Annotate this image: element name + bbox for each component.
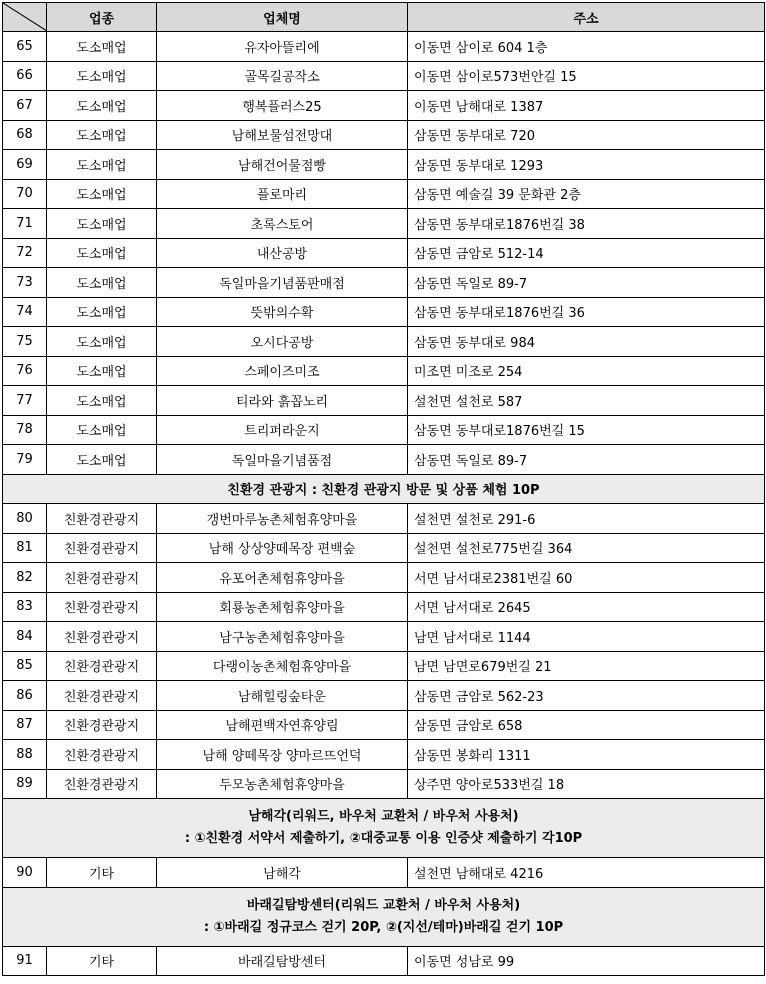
row-address: 이동면 남해대로 1387 (408, 91, 765, 121)
row-category: 도소매업 (47, 327, 157, 357)
row-business-name: 유자아뜰리에 (157, 32, 408, 62)
baraegil-section (3, 887, 765, 976)
row-address: 삼동면 동부대로 984 (408, 327, 765, 357)
row-address: 삼동면 동부대로 720 (408, 120, 765, 150)
row-address: 서면 남서대로 2645 (408, 592, 765, 622)
row-business-name: 두모농촌체험휴양마을 (157, 769, 408, 799)
row-number: 74 (3, 297, 47, 327)
table-row (3, 710, 765, 740)
row-business-name: 독일마을기념품판매점 (157, 268, 408, 298)
row-business-name: 갱번마루농촌체험휴양마을 (157, 504, 408, 534)
row-category: 도소매업 (47, 209, 157, 239)
row-address: 삼동면 금암로 562-23 (408, 681, 765, 711)
row-address: 상주면 양아로533번길 18 (408, 769, 765, 799)
row-business-name: 독일마을기념품점 (157, 445, 408, 475)
row-business-name: 뜻밖의수확 (157, 297, 408, 327)
section-baraegil-line1: 바래길탐방센터(리워드 교환처 / 바우처 사용처) (246, 897, 521, 913)
row-address: 삼동면 동부대로1876번길 36 (408, 297, 765, 327)
row-business-name: 남해편백자연휴양림 (157, 710, 408, 740)
table-row (3, 681, 765, 711)
row-category: 도소매업 (47, 268, 157, 298)
row-number: 72 (3, 238, 47, 268)
row-number: 69 (3, 150, 47, 180)
row-address: 이동면 삼이로573번안길 15 (408, 61, 765, 91)
row-address: 삼동면 독일로 89-7 (408, 445, 765, 475)
table-row (3, 327, 765, 357)
row-category: 친환경관광지 (47, 563, 157, 593)
table-row (3, 415, 765, 445)
row-number: 91 (3, 946, 47, 976)
row-address: 미조면 미조로 254 (408, 356, 765, 386)
row-category: 도소매업 (47, 297, 157, 327)
row-business-name: 플로마리 (157, 179, 408, 209)
section-namhaegak-title (3, 799, 765, 858)
diagonal-line-icon (3, 3, 47, 31)
row-number: 89 (3, 769, 47, 799)
row-number: 90 (3, 858, 47, 888)
table-row (3, 297, 765, 327)
row-address: 이동면 삼이로 604 1층 (408, 32, 765, 62)
section-header-row (3, 474, 765, 504)
row-category: 도소매업 (47, 61, 157, 91)
row-category: 친환경관광지 (47, 622, 157, 652)
row-number: 65 (3, 32, 47, 62)
row-address: 서면 남서대로2381번길 60 (408, 563, 765, 593)
row-number: 85 (3, 651, 47, 681)
row-business-name: 내산공방 (157, 238, 408, 268)
row-business-name: 남해 상상양떼목장 편백숲 (157, 533, 408, 563)
eco-section (3, 474, 765, 504)
row-category: 도소매업 (47, 32, 157, 62)
row-category: 도소매업 (47, 415, 157, 445)
row-business-name: 오시다공방 (157, 327, 408, 357)
row-business-name: 남해건어물점빵 (157, 150, 408, 180)
row-business-name: 다랭이농촌체험휴양마을 (157, 651, 408, 681)
row-business-name: 스페이즈미조 (157, 356, 408, 386)
row-business-name: 회룡농촌체험휴양마을 (157, 592, 408, 622)
section-header-row (3, 887, 765, 946)
row-address: 남면 남서대로 1144 (408, 622, 765, 652)
header-corner-cell (3, 3, 47, 32)
row-address: 삼동면 예술길 39 문화관 2층 (408, 179, 765, 209)
row-number: 82 (3, 563, 47, 593)
row-address: 설천면 설천로 587 (408, 386, 765, 416)
row-address: 남면 남면로679번길 21 (408, 651, 765, 681)
row-address: 설천면 설천로775번길 364 (408, 533, 765, 563)
row-business-name: 초록스토어 (157, 209, 408, 239)
table-row (3, 32, 765, 62)
row-business-name: 유포어촌체험휴양마을 (157, 563, 408, 593)
row-category: 기타 (47, 946, 157, 976)
row-number: 83 (3, 592, 47, 622)
table-row (3, 179, 765, 209)
table-row (3, 445, 765, 475)
table-row (3, 592, 765, 622)
row-category: 기타 (47, 858, 157, 888)
row-number: 87 (3, 710, 47, 740)
table-row (3, 533, 765, 563)
table-row (3, 622, 765, 652)
row-number: 68 (3, 120, 47, 150)
row-number: 78 (3, 415, 47, 445)
row-category: 친환경관광지 (47, 533, 157, 563)
namhaegak-section (3, 799, 765, 888)
row-category: 도소매업 (47, 386, 157, 416)
row-number: 66 (3, 61, 47, 91)
row-number: 80 (3, 504, 47, 534)
table-row (3, 769, 765, 799)
table-row (3, 858, 765, 888)
section-baraegil-line2: : ①바래길 정규코스 걷기 20P, ②(지선/테마)바래길 걷기 10P (203, 919, 564, 935)
table-row (3, 61, 765, 91)
row-number: 79 (3, 445, 47, 475)
row-category: 도소매업 (47, 356, 157, 386)
row-category: 친환경관광지 (47, 651, 157, 681)
row-category: 도소매업 (47, 445, 157, 475)
row-business-name: 남해보물섬전망대 (157, 120, 408, 150)
business-table (2, 2, 765, 976)
row-business-name: 남해각 (157, 858, 408, 888)
row-number: 84 (3, 622, 47, 652)
header-name: 업체명 (157, 3, 408, 32)
row-business-name: 트리퍼라운지 (157, 415, 408, 445)
row-category: 친환경관광지 (47, 592, 157, 622)
table-row (3, 268, 765, 298)
table-row (3, 91, 765, 121)
row-number: 81 (3, 533, 47, 563)
row-category: 도소매업 (47, 120, 157, 150)
row-number: 77 (3, 386, 47, 416)
row-number: 86 (3, 681, 47, 711)
row-address: 삼동면 금암로 512-14 (408, 238, 765, 268)
table-row (3, 740, 765, 770)
table-row (3, 120, 765, 150)
row-address: 삼동면 금암로 658 (408, 710, 765, 740)
table-row (3, 238, 765, 268)
section-eco-title: 친환경 관광지 : 친환경 관광지 방문 및 상품 체험 10P (3, 474, 765, 504)
row-business-name: 남구농촌체험휴양마을 (157, 622, 408, 652)
row-category: 도소매업 (47, 91, 157, 121)
table-row (3, 150, 765, 180)
row-category: 친환경관광지 (47, 681, 157, 711)
row-number: 70 (3, 179, 47, 209)
row-business-name: 남해 양떼목장 양마르뜨언덕 (157, 740, 408, 770)
eco-rows (3, 504, 765, 799)
table-header-row (3, 3, 765, 32)
header-category: 업종 (47, 3, 157, 32)
row-address: 설천면 남해대로 4216 (408, 858, 765, 888)
table-row (3, 946, 765, 976)
table-row (3, 651, 765, 681)
row-business-name: 남해힐링숲타운 (157, 681, 408, 711)
header-address: 주소 (408, 3, 765, 32)
row-number: 67 (3, 91, 47, 121)
row-business-name: 바래길탐방센터 (157, 946, 408, 976)
row-address: 삼동면 동부대로 1293 (408, 150, 765, 180)
table-row (3, 386, 765, 416)
row-category: 도소매업 (47, 238, 157, 268)
row-number: 76 (3, 356, 47, 386)
row-number: 88 (3, 740, 47, 770)
row-address: 설천면 설천로 291-6 (408, 504, 765, 534)
row-category: 도소매업 (47, 179, 157, 209)
row-address: 삼동면 봉화리 1311 (408, 740, 765, 770)
row-category: 친환경관광지 (47, 504, 157, 534)
table-row (3, 356, 765, 386)
row-number: 71 (3, 209, 47, 239)
row-business-name: 티라와 흙꼽노리 (157, 386, 408, 416)
retail-rows (3, 32, 765, 475)
row-number: 73 (3, 268, 47, 298)
table-row (3, 563, 765, 593)
row-address: 삼동면 동부대로1876번길 15 (408, 415, 765, 445)
table-row (3, 209, 765, 239)
table-row (3, 504, 765, 534)
row-category: 친환경관광지 (47, 769, 157, 799)
row-address: 삼동면 동부대로1876번길 38 (408, 209, 765, 239)
row-business-name: 행복플러스25 (157, 91, 408, 121)
section-header-row (3, 799, 765, 858)
row-address: 이동면 성남로 99 (408, 946, 765, 976)
row-category: 도소매업 (47, 150, 157, 180)
row-address: 삼동면 독일로 89-7 (408, 268, 765, 298)
section-baraegil-title (3, 887, 765, 946)
row-business-name: 골목길공작소 (157, 61, 408, 91)
row-category: 친환경관광지 (47, 710, 157, 740)
row-number: 75 (3, 327, 47, 357)
section-namhaegak-line1: 남해각(리워드, 바우처 교환처 / 바우처 사용처) (248, 809, 519, 824)
section-namhaegak-line2: : ①친환경 서약서 제출하기, ②대중교통 이용 인증샷 제출하기 각10P (184, 831, 583, 846)
row-category: 친환경관광지 (47, 740, 157, 770)
